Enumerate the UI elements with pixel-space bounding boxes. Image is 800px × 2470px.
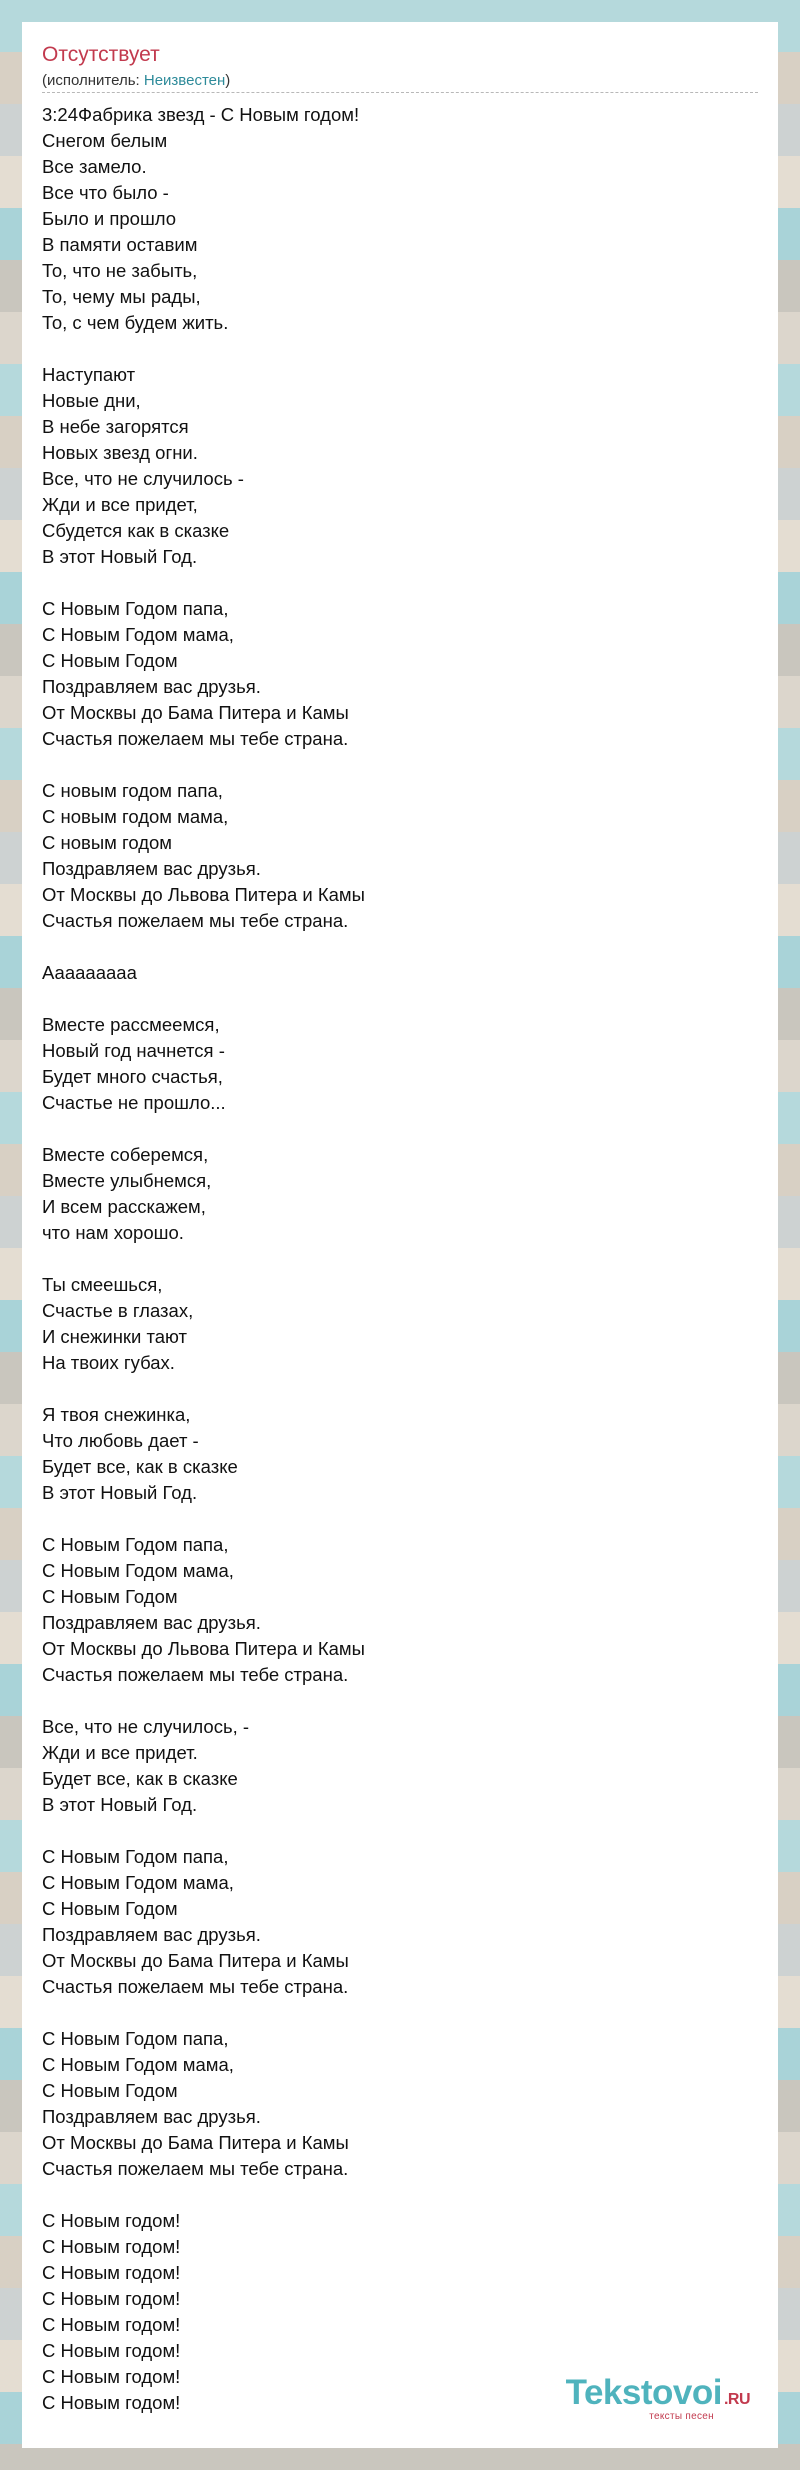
- lyrics-stanza: [42, 362, 365, 570]
- lyrics-line: На твоих губах.: [42, 1352, 175, 1373]
- lyrics-line: Новые дни,: [42, 390, 141, 411]
- lyrics-line: От Москвы до Львова Питера и Камы: [42, 1638, 365, 1659]
- lyrics-stanza: [42, 1272, 365, 1376]
- lyrics-line: Я твоя снежинка,: [42, 1404, 191, 1425]
- lyrics-line: С Новым годом!: [42, 2340, 181, 2361]
- lyrics-line: С Новым Годом: [42, 650, 178, 671]
- lyrics-line: В памяти оставим: [42, 234, 198, 255]
- lyrics-line: То, что не забыть,: [42, 260, 198, 281]
- lyrics-line: С Новым Годом папа,: [42, 1534, 229, 1555]
- lyrics-line: В этот Новый Год.: [42, 1482, 198, 1503]
- lyrics-line: Жди и все придет,: [42, 494, 198, 515]
- lyrics-line: С Новым Годом мама,: [42, 624, 234, 645]
- lyrics-line: Счастья пожелаем мы тебе страна.: [42, 1664, 349, 1685]
- lyrics-line: То, с чем будем жить.: [42, 312, 229, 333]
- lyrics-line: С Новым годом!: [42, 2288, 181, 2309]
- lyrics-line: Поздравляем вас друзья.: [42, 1924, 261, 1945]
- lyrics-line: Счастья пожелаем мы тебе страна.: [42, 1976, 349, 1997]
- lyrics-line: Счастья пожелаем мы тебе страна.: [42, 2158, 349, 2179]
- lyrics-stanza: [42, 1012, 365, 1116]
- content-panel: [22, 22, 778, 2448]
- lyrics-stanza: [42, 102, 365, 336]
- lyrics-stanza: [42, 1402, 365, 1506]
- lyrics-line: Поздравляем вас друзья.: [42, 1612, 261, 1633]
- lyrics-stanza: [42, 2026, 365, 2182]
- lyrics-line: С Новым Годом: [42, 1586, 178, 1607]
- lyrics-line: 3:24Фабрика звезд - С Новым годом!: [42, 104, 360, 125]
- lyrics-line: С новым годом папа,: [42, 780, 223, 801]
- lyrics-line: С Новым годом!: [42, 2236, 181, 2257]
- lyrics-stanza: [42, 778, 365, 934]
- lyrics-line: Счастье не прошло...: [42, 1092, 226, 1113]
- lyrics-line: Ты смеешься,: [42, 1274, 163, 1295]
- logo-tagline: тексты песен: [649, 2411, 714, 2422]
- lyrics-line: С Новым Годом мама,: [42, 2054, 234, 2075]
- performer-link[interactable]: Неизвестен: [143, 72, 226, 89]
- lyrics-line: что нам хорошо.: [42, 1222, 184, 1243]
- logo-name: Tekstovoi: [565, 2373, 722, 2412]
- lyrics-stanza: [42, 1714, 365, 1818]
- lyrics-line: Будет все, как в сказке: [42, 1768, 238, 1789]
- lyrics-text: [42, 102, 365, 2442]
- site-logo[interactable]: [566, 2375, 750, 2422]
- lyrics-line: Вместе соберемся,: [42, 1144, 209, 1165]
- lyrics-line: Все что было -: [42, 182, 169, 203]
- lyrics-line: С новым годом мама,: [42, 806, 229, 827]
- lyrics-line: Поздравляем вас друзья.: [42, 858, 261, 879]
- lyrics-line: Жди и все придет.: [42, 1742, 198, 1763]
- lyrics-line: С Новым Годом: [42, 2080, 178, 2101]
- performer-prefix: (исполнитель:: [42, 72, 144, 89]
- lyrics-line: Все, что не случилось, -: [42, 1716, 250, 1737]
- lyrics-line: С Новым годом!: [42, 2392, 181, 2413]
- lyrics-stanza: [42, 596, 365, 752]
- lyrics-line: С новым годом: [42, 832, 173, 853]
- lyrics-line: Поздравляем вас друзья.: [42, 2106, 261, 2127]
- lyrics-line: Все, что не случилось -: [42, 468, 244, 489]
- lyrics-line: Снегом белым: [42, 130, 168, 151]
- lyrics-line: От Москвы до Львова Питера и Камы: [42, 884, 365, 905]
- lyrics-line: В этот Новый Год.: [42, 546, 198, 567]
- lyrics-line: Наступают: [42, 364, 136, 385]
- lyrics-line: С Новым Годом папа,: [42, 598, 229, 619]
- lyrics-line: С Новым годом!: [42, 2262, 181, 2283]
- lyrics-line: Вместе улыбнемся,: [42, 1170, 212, 1191]
- lyrics-stanza: [42, 960, 365, 986]
- lyrics-line: С Новым Годом: [42, 1898, 178, 1919]
- lyrics-line: Счастья пожелаем мы тебе страна.: [42, 910, 349, 931]
- header-divider: [42, 92, 758, 93]
- lyrics-line: С Новым годом!: [42, 2314, 181, 2335]
- lyrics-line: Вместе рассмеемся,: [42, 1014, 220, 1035]
- lyrics-stanza: [42, 2208, 365, 2416]
- performer-line: [42, 72, 230, 90]
- lyrics-line: С Новым Годом мама,: [42, 1872, 234, 1893]
- lyrics-line: Будет все, как в сказке: [42, 1456, 238, 1477]
- lyrics-line: Что любовь дает -: [42, 1430, 199, 1451]
- lyrics-line: В этот Новый Год.: [42, 1794, 198, 1815]
- lyrics-line: С Новым годом!: [42, 2210, 181, 2231]
- lyrics-line: Было и прошло: [42, 208, 177, 229]
- page-title: Отсутствует: [42, 43, 160, 66]
- lyrics-line: С Новым Годом папа,: [42, 1846, 229, 1867]
- lyrics-stanza: [42, 1142, 365, 1246]
- logo-wordmark: [566, 2375, 750, 2410]
- lyrics-line: Счастье в глазах,: [42, 1300, 194, 1321]
- lyrics-line: В небе загорятся: [42, 416, 189, 437]
- lyrics-stanza: [42, 1532, 365, 1688]
- lyrics-line: И снежинки тают: [42, 1326, 187, 1347]
- lyrics-line: Новый год начнется -: [42, 1040, 225, 1061]
- lyrics-line: От Москвы до Бама Питера и Камы: [42, 2132, 349, 2153]
- logo-tld: .RU: [723, 2391, 750, 2408]
- lyrics-line: От Москвы до Бама Питера и Камы: [42, 1950, 349, 1971]
- lyrics-line: Счастья пожелаем мы тебе страна.: [42, 728, 349, 749]
- lyrics-line: Поздравляем вас друзья.: [42, 676, 261, 697]
- lyrics-line: С Новым Годом мама,: [42, 1560, 234, 1581]
- performer-suffix: ): [225, 72, 231, 89]
- lyrics-line: С Новым годом!: [42, 2366, 181, 2387]
- lyrics-line: Новых звезд огни.: [42, 442, 198, 463]
- lyrics-line: И всем расскажем,: [42, 1196, 206, 1217]
- lyrics-line: Все замело.: [42, 156, 147, 177]
- lyrics-line: Сбудется как в сказке: [42, 520, 230, 541]
- lyrics-line: Ааааааааа: [42, 962, 137, 983]
- lyrics-line: Будет много счастья,: [42, 1066, 223, 1087]
- lyrics-stanza: [42, 1844, 365, 2000]
- lyrics-line: От Москвы до Бама Питера и Камы: [42, 702, 349, 723]
- lyrics-line: То, чему мы рады,: [42, 286, 201, 307]
- lyrics-line: С Новым Годом папа,: [42, 2028, 229, 2049]
